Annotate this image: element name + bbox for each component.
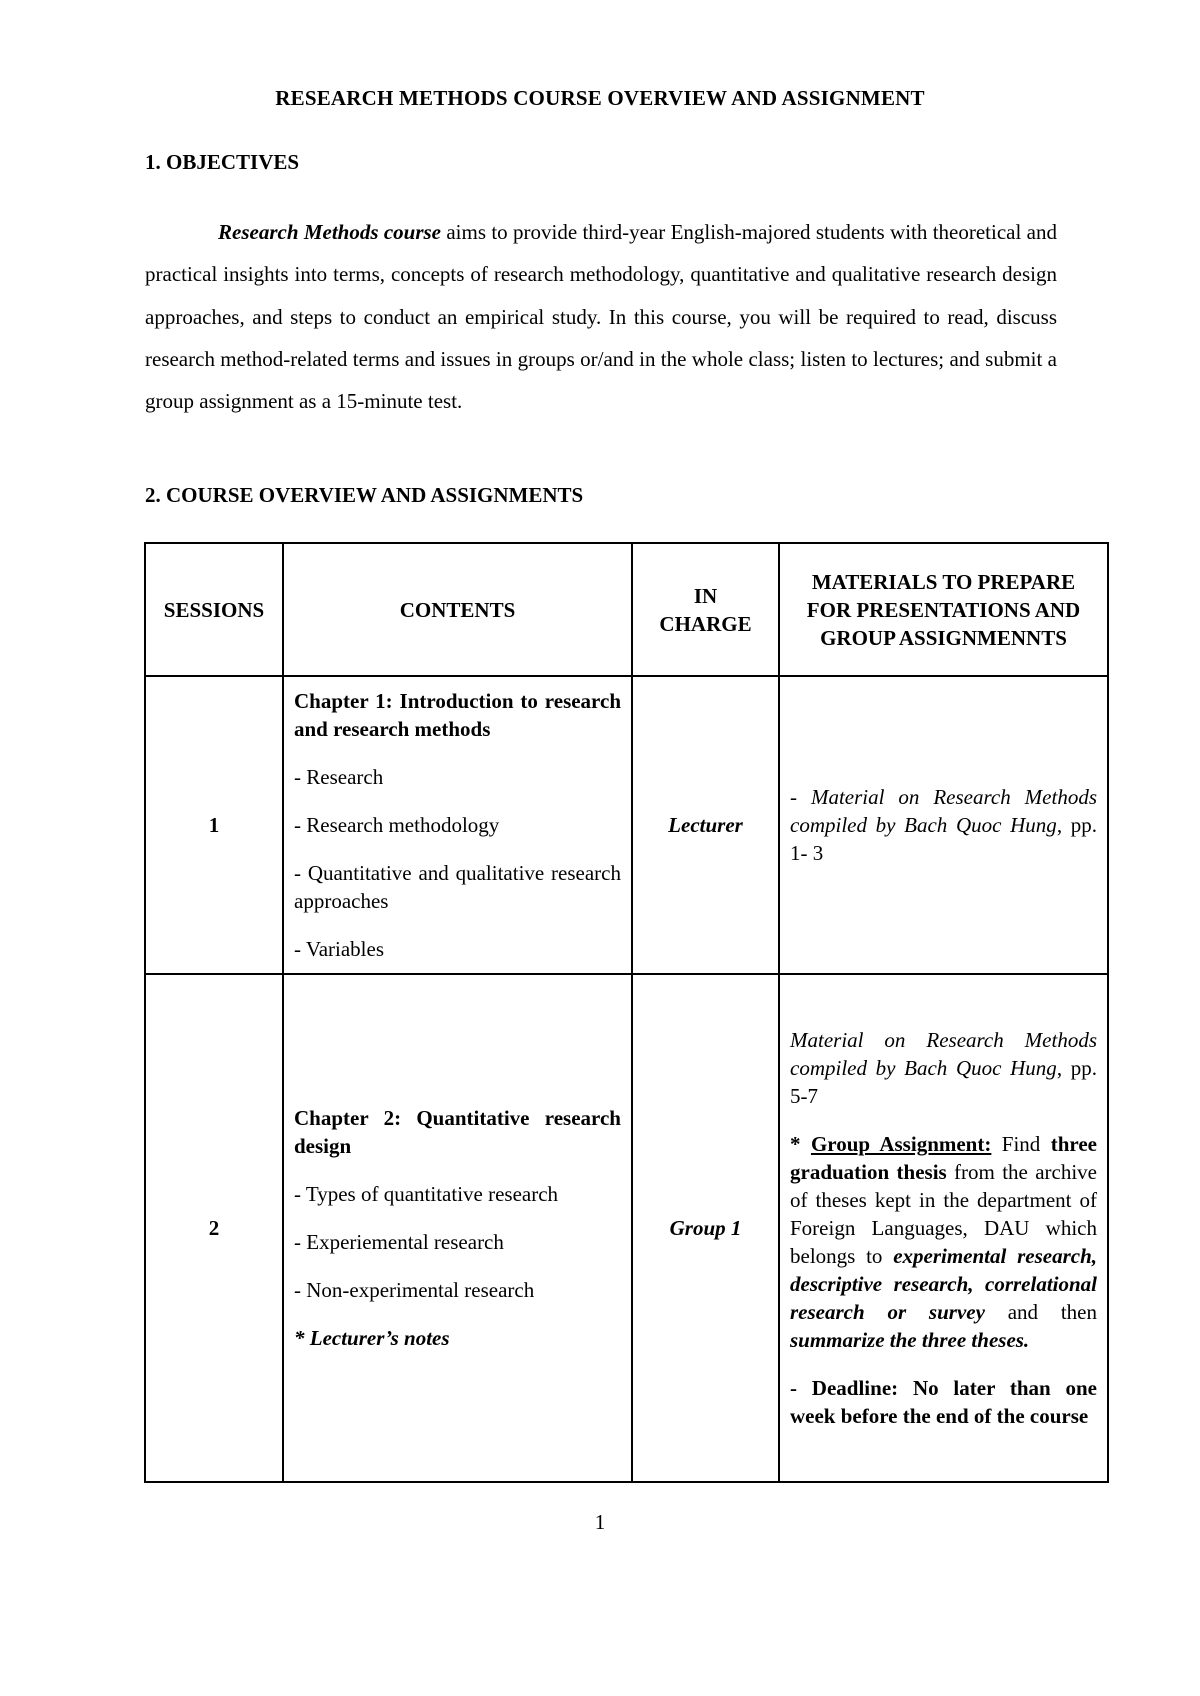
material-title: - Material on Research Methods compiled by Bach Quoc Hung [790, 785, 1097, 837]
group-assignment [790, 1130, 1097, 1354]
chapter-title: Chapter 2: Quantitative research design [294, 1106, 621, 1158]
material-reference [790, 783, 1097, 867]
session-contents [283, 974, 632, 1482]
header-sessions: SESSIONS [145, 543, 283, 676]
content-item: - Variables [294, 937, 384, 961]
lecturer-notes: * Lecturer’s notes [294, 1326, 450, 1350]
content-item: - Quantitative and qualitative research approaches [294, 861, 621, 913]
content-item: - Research methodology [294, 813, 500, 837]
session-number: 2 [145, 974, 283, 1482]
material-reference [790, 1026, 1097, 1110]
assignment-deadline: - Deadline: No later than one week before the end of the course [790, 1376, 1097, 1428]
page-number: 1 [594, 1510, 606, 1534]
objectives-paragraph [145, 211, 1057, 422]
course-overview-table [144, 542, 1109, 1483]
table-row [145, 676, 1108, 974]
assignment-research-types: experimental research, descriptive research, correlational research or survey [790, 1244, 1098, 1324]
content-item: - Types of quantitative research [294, 1182, 559, 1206]
chapter-title: Chapter 1: Introduction to research and research methods [294, 689, 621, 741]
in-charge: Group 1 [632, 974, 779, 1482]
objectives-heading: 1. OBJECTIVES [145, 150, 300, 174]
session-number: 1 [145, 676, 283, 974]
assignment-star: * [790, 1132, 811, 1156]
assignment-text: Find [991, 1132, 1051, 1156]
header-in-charge: IN CHARGE [632, 543, 779, 676]
table-row [145, 974, 1108, 1482]
assignment-bold: three graduation thesis [790, 1132, 1098, 1184]
header-contents: CONTENTS [283, 543, 632, 676]
assignment-text: from the archive of theses kept in the department of Foreign Languages, DAU which belongs to [790, 1160, 1097, 1268]
session-contents [283, 676, 632, 974]
material-pages: , pp. 5-7 [790, 1056, 1097, 1108]
session-materials [779, 974, 1108, 1482]
table-header-row [145, 543, 1108, 676]
assignment-task: summarize the three theses. [790, 1328, 1030, 1352]
assignment-text: and then [984, 1300, 1097, 1324]
course-name: Research Methods course [218, 220, 441, 244]
in-charge: Lecturer [632, 676, 779, 974]
objectives-body: aims to provide third-year English-majored students with theoretical and practical insights into terms, concepts of research methodology, quantitative and qualitative research design approaches, and steps to conduct an empirical study. In this course, you will be required to read, discuss research method-related terms and issues in groups or/and in the whole class; listen to lectures; and submit a group assignment as a 15-minute test. [145, 220, 1057, 414]
content-item: - Non-experimental research [294, 1278, 535, 1302]
material-title: Material on Research Methods compiled by Bach Quoc Hung [790, 1028, 1097, 1080]
document-title: RESEARCH METHODS COURSE OVERVIEW AND ASSIGNMENT [275, 86, 925, 110]
assignment-label: Group Assignment: [810, 1132, 992, 1156]
header-materials: MATERIALS TO PREPARE FOR PRESENTATIONS AND GROUP ASSIGNMENNTS [779, 543, 1108, 676]
course-overview-heading: 2. COURSE OVERVIEW AND ASSIGNMENTS [145, 483, 584, 507]
material-pages: , pp. 1- 3 [790, 813, 1097, 865]
session-materials [779, 676, 1108, 974]
content-item: - Experiemental research [294, 1230, 504, 1254]
content-item: - Research [294, 765, 384, 789]
